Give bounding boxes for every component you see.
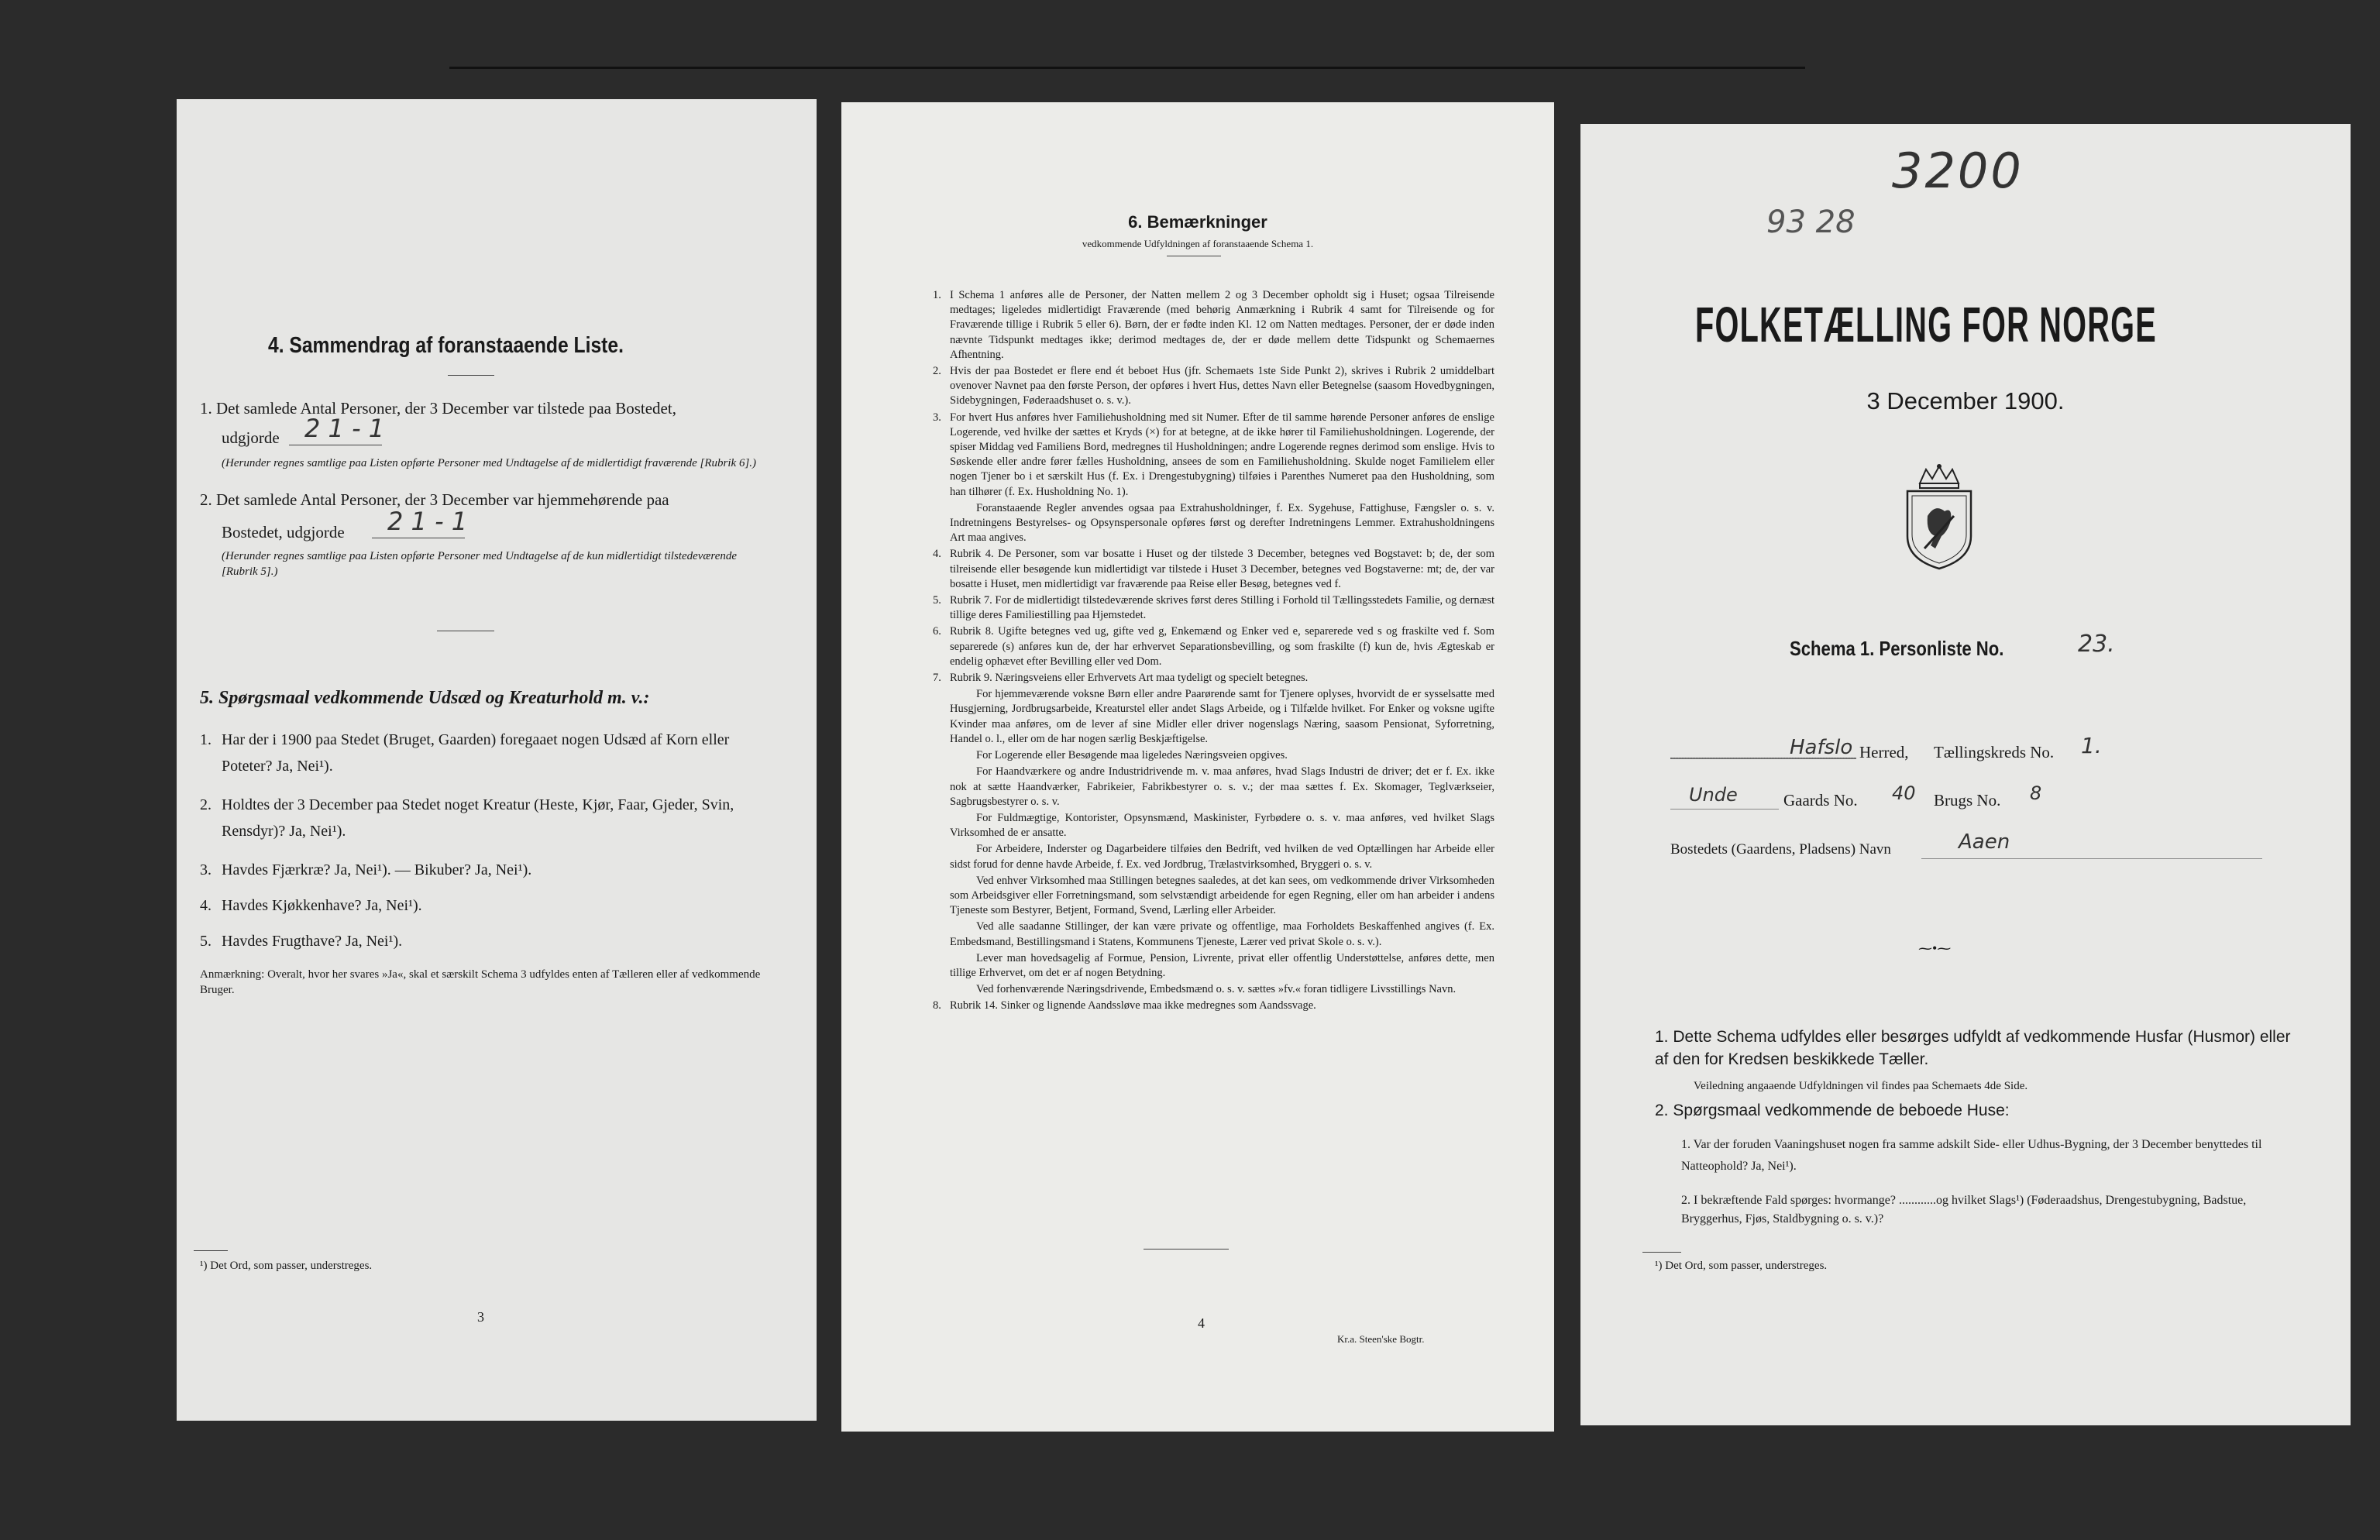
remark-paragraph: Ved enhver Virksomhed maa Stillingen betegnes saaledes, at det kan sees, om vedkommende driver Virksomheden som Arbeidsgiver eller Forretningsmand, som selvstændigt arbeidende for egen Regning, eller om han arbeider i andens Tjeneste som Bestyrer, Betjent, Formand, Svend, Lærling eller Arbeider. xyxy=(950,874,1494,917)
remark-paragraph: Foranstaaende Regler anvendes ogsaa paa Extrahusholdninger, f. Ex. Sygehuse, Fattighuse, Fængsler o. s. v. Indretningens Bestyrelses- og Opsynspersonale opføres først og derefter Indretningens Lemmer. Extrahusholdningens Art maa angives. xyxy=(950,501,1494,545)
remark-paragraph: For Fuldmægtige, Kontorister, Opsynsmænd, Maskinister, Fyrbødere o. s. v. maa anføres, ved hvilket Slags Virksomhed de er ansatte. xyxy=(950,811,1494,840)
coat-of-arms-icon xyxy=(1897,462,1982,570)
bosted-line xyxy=(1921,858,2262,859)
remark-item xyxy=(933,547,1494,592)
page-4 xyxy=(841,102,1554,1432)
remark-text: Rubrik 14. Sinker og lignende Aandssløve maa ikke medregnes som Aandssvage. xyxy=(950,999,1316,1012)
q1-note: (Herunder regnes samtlige paa Listen opførte Personer med Undtagelse af de midlertidigt fraværende [Rubrik 6].) xyxy=(222,457,757,469)
cover-page xyxy=(1580,124,2351,1425)
kreds-label: Tællingskreds No. xyxy=(1934,743,2055,761)
remark-item xyxy=(933,288,1494,363)
question-2: 2. Holdtes der 3 December paa Stedet noget Kreatur (Heste, Kjør, Faar, Gjeder, Svin, Rensdyr)? Ja, Nei¹). xyxy=(200,796,734,840)
divider xyxy=(1144,1249,1229,1250)
page-3 xyxy=(177,99,817,1421)
brugs-value: 8 xyxy=(2030,782,2042,804)
census-title: FOLKETÆLLING FOR NORGE xyxy=(1695,297,2157,352)
remark-paragraph: For hjemmeværende voksne Børn eller andre Paarørende samt for Tjenere oplyses, hvorvidt de er sysselsatte med Husgjerning, Jordbrugsarbeide, Kreaturstel eller andet Slags Arbeide, og i Tilfælde hvilket. For Enker og voksne ugifte Kvinder maa anføres, om de lever af sine Midler eller driver nogenslags Næring, saasom Pensionat, Syforretning, Handel o. l., eller om de har nogen særlig Beskjæftigelse. xyxy=(950,688,1494,745)
question-3: 3. Havdes Fjærkræ? Ja, Nei¹). — Bikuber? Ja, Nei¹). xyxy=(200,861,532,878)
bosted-label: Bostedets (Gaardens, Pladsens) Navn xyxy=(1670,841,1891,858)
remark-item xyxy=(933,364,1494,409)
remark-paragraph: Ved forhenværende Næringsdrivende, Embedsmænd o. s. v. sættes »fv.« foran tidligere Livsstillings Navn. xyxy=(976,983,1457,996)
census-date: 3 December 1900. xyxy=(1866,387,2065,414)
divider xyxy=(448,375,494,376)
footnote: ¹) Det Ord, som passer, understreges. xyxy=(1655,1260,1828,1272)
q1-text: 1. Det samlede Antal Personer, der 3 December var tilstede paa Bostedet, xyxy=(200,399,676,418)
remark-text: Rubrik 9. Næringsveiens eller Erhvervets Art maa tydeligt og specielt betegnes. xyxy=(950,672,1309,685)
handwritten-number-top: 3200 xyxy=(1892,143,2024,199)
remark-paragraph: Lever man hovedsagelig af Formue, Pension, Livrente, privat eller offentlig Understøttelse, anføres dette, men tillige Erhvervet, om det er af nogen Betydning. xyxy=(950,951,1494,979)
remark-text: Rubrik 4. De Personer, som var bosatte i Huset og der tilstede 3 December, betegnes ved Bogstavet: b; de, der som tilreisende eller besøgende kun midlertidigt var tilstede i Huset 3 December, betegnes ved Bogstaverne: mt; de, der var bosatte i Huset, men midlertidigt var fraværende paa Reise eller Besøg, betegnes ved f. xyxy=(950,548,1494,590)
remark-text: Rubrik 7. For de midlertidigt tilstedeværende skrives først deres Stilling i Forhold til Tællingsstedets Familie, og dernæst tillige deres Familiestilling paa Hjemstedet. xyxy=(950,594,1494,622)
remark-text: I Schema 1 anføres alle de Personer, der Natten mellem 2 og 3 December opholdt sig i Huset; ogsaa Tilreisende medtages; ligeledes midlertidigt Fraværende (med behørig Anmærkning i Rubrik 4 samt for Tilreisende og for Fraværende tillige i Rubrik 5 eller 6). Børn, der er fødte inden Kl. 12 om Natten medtages. Personer, der er døde inden nævnte Tidspunkt medtages ikke; derimod medtages de, der er døde mellem dette Tidspunkt og Schemaernes Afhentning. xyxy=(950,289,1494,361)
remark-paragraph: For Arbeidere, Inderster og Dagarbeidere tilføies den Bedrift, ved hvilken de ved Optællingen har Arbeide eller sidst forud for denne havde Arbeide, f. Ex. ved Jordbrug, Trælastvirksomhed, Bryggeri o. s. v. xyxy=(950,843,1494,871)
remarks-list xyxy=(933,288,1494,1016)
section-4-title: 4. Sammendrag af foranstaaende Liste. xyxy=(268,333,624,358)
gaards-prefix: Unde xyxy=(1689,784,1738,806)
footnote: ¹) Det Ord, som passer, understreges. xyxy=(200,1260,373,1272)
section-5-questions xyxy=(200,727,765,964)
handwritten-number-side: 93 28 xyxy=(1766,205,1856,240)
remark-paragraph: For Haandværkere og andre Industridrivende m. v. maa anføres, hvad Slags Industri de driver; det er f. Ex. ikke nok at sætte Haandværker, Fabrikeier, Fabrikbestyrer o. s. v.; der maa sættes f. Ex. Skomager, Teglværkseier, Sagbrugsbestyrer o. s. v. xyxy=(950,765,1494,808)
remarks-title: 6. Bemærkninger xyxy=(1128,212,1267,232)
herred-value: Hafslo xyxy=(1790,736,1853,759)
personliste-number: 23. xyxy=(2078,631,2115,658)
schema-label: Schema 1. Personliste No. xyxy=(1790,637,2004,660)
remarks-subtitle: vedkommende Udfyldningen af foranstaaende Schema 1. xyxy=(1082,238,1314,249)
page-number: 3 xyxy=(477,1309,484,1325)
q1-handwritten-value: 2 1 - 1 xyxy=(304,414,385,443)
q2-handwritten-value: 2 1 - 1 xyxy=(387,507,468,536)
instruction-2: 2. Spørgsmaal vedkommende de beboede Huse: xyxy=(1655,1102,2010,1119)
gaards-label: Gaards No. xyxy=(1783,791,1858,810)
instruction-2-sub-1: 1. Var der foruden Vaaningshuset nogen fra samme adskilt Side- eller Udhus-Bygning, der 3 December benyttedes til Natteophold? Ja, Nei¹). xyxy=(1681,1138,2262,1173)
annotation-note: Anmærkning: Overalt, hvor her svares »Ja«, skal et særskilt Schema 3 udfyldes enten af Tælleren eller af vedkommende Bruger. xyxy=(200,968,761,996)
remark-item xyxy=(933,671,1494,686)
remark-item xyxy=(933,411,1494,500)
remark-item xyxy=(933,999,1494,1013)
kreds-value: 1. xyxy=(2081,733,2102,758)
remark-number: 2. xyxy=(933,365,941,378)
remark-text: Rubrik 8. Ugifte betegnes ved ug, gifte ved g, Enkemænd og Enker ved e, separerede ved s og fraskilte ved f. Som separerede (s) anføres kun de, der har erhvervet Separationsbevilling, og som fraskilte (f) kun de, hvis Ægteskab er endelig ophævet efter Bevilling eller ved Dom. xyxy=(950,625,1494,668)
remark-item xyxy=(933,624,1494,669)
remark-number: 6. xyxy=(933,625,941,638)
remark-paragraph: For Logerende eller Besøgende maa ligeledes Næringsveien opgives. xyxy=(976,749,1288,762)
gaards-line xyxy=(1670,809,1779,810)
remark-number: 8. xyxy=(933,999,941,1012)
q2-label: Bostedet, udgjorde xyxy=(222,523,345,541)
remark-item xyxy=(933,593,1494,623)
remark-text: For hvert Hus anføres hver Familiehusholdning med sit Numer. Efter de til samme hørende Personer anføres de enslige Logerende, ved hvilke der sættes et Kryds (×) for at betegne, at de ikke hører til Familiehusholdningen. Logerende, der spiser Middag ved Familiens Bord, medregnes til Husholdningen; andre Logerende regnes derimod som enslige. Hvis to Søskende eller andre fører fælles Husholdning, ansees de som en Familiehusholdning. Skulde noget Familielem eller nogen Tjener bo i et særskilt Hus (f. Ex. i Drengestubygning) tilføies i Parenthes Numeret paa den Husholdning, som han tilhører (f. Ex. Husholdning No. 1). xyxy=(950,411,1494,498)
section-5-title: 5. Spørgsmaal vedkommende Udsæd og Kreaturhold m. v.: xyxy=(200,688,650,708)
ornament-icon: ⁓•⁓ xyxy=(1918,940,1952,956)
top-edge-line xyxy=(449,67,1805,69)
remark-number: 5. xyxy=(933,594,941,607)
question-5: 5. Havdes Frugthave? Ja, Nei¹). xyxy=(200,933,403,950)
question-4: 4. Havdes Kjøkkenhave? Ja, Nei¹). xyxy=(200,897,422,914)
remark-text: Hvis der paa Bostedet er flere end ét beboet Hus (jfr. Schemaets 1ste Side Punkt 2), skrives i Rubrik 2 umiddelbart ovenover Navnet paa den første Person, der opføres i hvert Hus, dettes Navn eller Betegnelse (saasom Hovedbygningen, Sidebygningen, Føderaadshuset o. s. v.). xyxy=(950,365,1494,407)
printer-mark: Kr.a. Steen'ske Bogtr. xyxy=(1337,1333,1425,1345)
remark-paragraph: Ved alle saadanne Stillinger, der kan være private og offentlige, maa Forholdets Beskaffenhed angives (f. Ex. Embedsmand, Bestillingsmand i Statens, Kommunens Tjeneste, Lærer ved privat Skole o. s. v.). xyxy=(950,920,1494,948)
remark-number: 3. xyxy=(933,411,941,424)
instruction-1-note: Veiledning angaaende Udfyldningen vil findes paa Schemaets 4de Side. xyxy=(1694,1080,2028,1092)
gaards-value: 40 xyxy=(1892,782,1916,804)
footnote-rule xyxy=(1642,1252,1681,1253)
q2-note: (Herunder regnes samtlige paa Listen opførte Personer med Undtagelse af de kun midlertidigt tilstedeværende [Rubrik 5].) xyxy=(222,550,738,578)
footnote-rule xyxy=(194,1250,228,1251)
page-number: 4 xyxy=(1198,1315,1205,1331)
remark-number: 7. xyxy=(933,672,941,685)
question-1: 1. Har der i 1900 paa Stedet (Bruget, Gaarden) foregaaet nogen Udsæd af Korn eller Poteter? Ja, Nei¹). xyxy=(200,731,730,775)
instruction-2-sub-2: 2. I bekræftende Fald spørges: hvormange? ............og hvilket Slags¹) (Føderaadshus, Drengestubygning, Badstue, Bryggerhus, Fjøs, Staldbygning o. s. v.)? xyxy=(1681,1194,2247,1225)
bosted-value: Aaen xyxy=(1959,830,2010,854)
q2-text: 2. Det samlede Antal Personer, der 3 December var hjemmehørende paa xyxy=(200,490,669,509)
remark-number: 4. xyxy=(933,548,941,561)
instruction-1: 1. Dette Schema udfyldes eller besørges udfyldt af vedkommende Husfar (Husmor) eller af den for Kredsen beskikkede Tæller. xyxy=(1655,1028,2291,1068)
brugs-label: Brugs No. xyxy=(1934,791,2001,810)
q1-label: udgjorde xyxy=(222,428,280,447)
herred-label: Herred, xyxy=(1859,743,1909,761)
remark-number: 1. xyxy=(933,289,941,301)
